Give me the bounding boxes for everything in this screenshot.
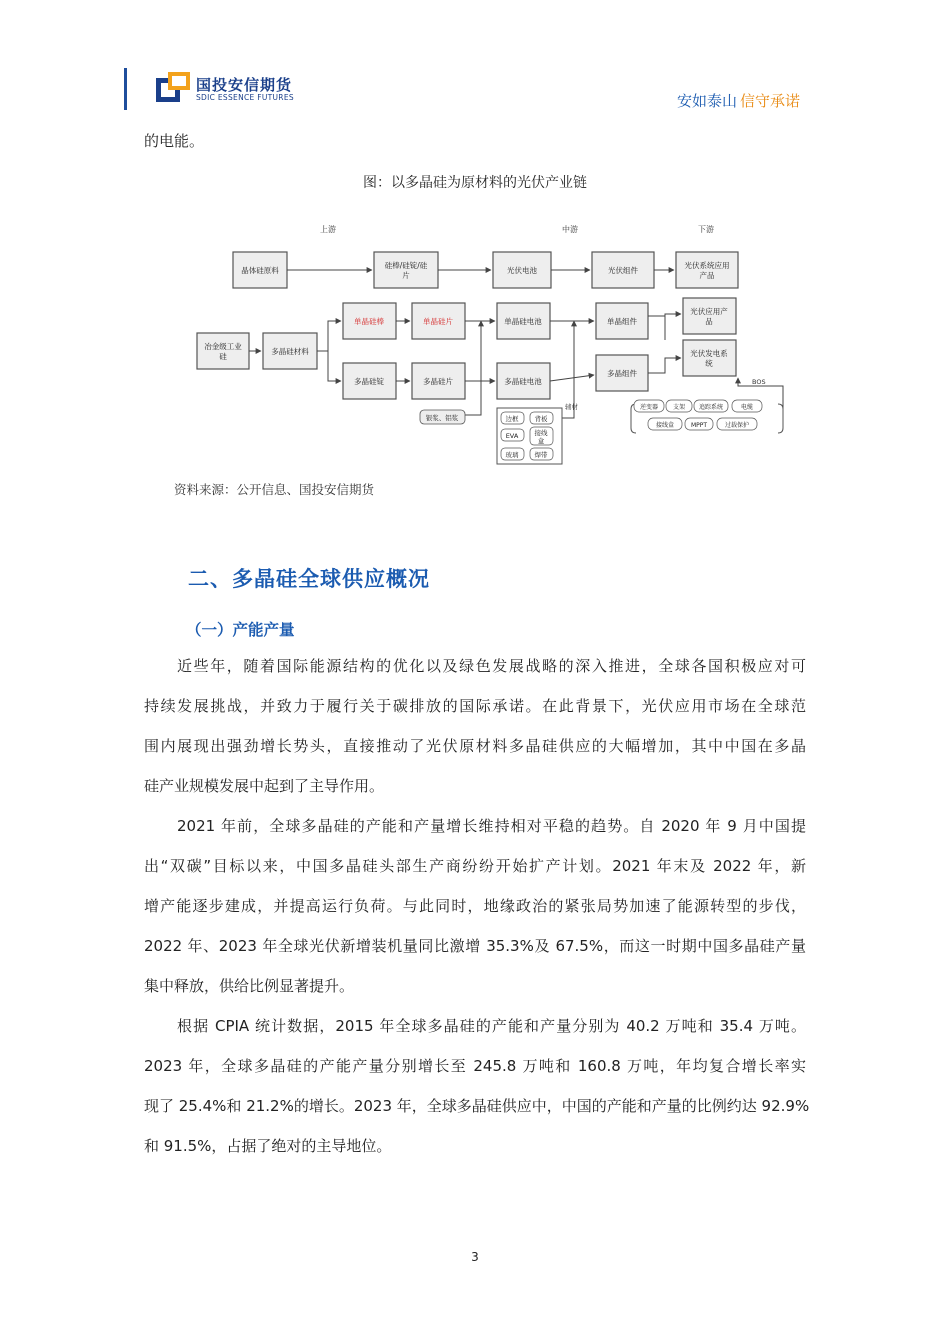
p2-line-5: 集中释放，供给比例显著提升。 [144,977,355,995]
node-metallurgical-silicon [197,333,249,369]
aux-backsheet: 背板 [534,415,548,423]
p1-line-4: 硅产业规模发展中起到了主导作用。 [144,777,385,795]
logo-chinese-name: 国投安信期货 [196,76,293,94]
label-pv-system-1: 光伏系统应用 [684,261,730,270]
p3-line-2: 2023 年，全球多晶硅的产能产量分别增长至 245.8 万吨和 160.8 万吨，年均复合增长率实 [144,1057,806,1075]
label-mono-wafer: 单晶硅片 [423,317,453,326]
bos-inverter: 逆变器 [639,404,659,411]
aux-glass: 玻璃 [505,451,519,459]
bos-overload: 过载保护 [724,422,750,429]
bos-junction-box: 接线盒 [655,422,675,429]
stage-midstream: 中游 [562,225,578,234]
p2-line-1: 2021 年前，全球多晶硅的产能和产量增长维持相对平稳的趋势。自 2020 年 9 月中国提 [177,817,806,835]
aux-eva: EVA [505,432,519,440]
label-poly-ingot: 多晶硅锭 [354,377,384,386]
label-pv-cell: 光伏电池 [507,266,537,275]
label-pv-module: 光伏组件 [608,266,638,275]
label-mono-rod: 单晶硅棒 [354,317,384,326]
label-silver-paste: 银浆、铝浆 [425,414,459,422]
label-silicon-rod-1: 硅棒/硅锭/硅 [384,261,428,270]
logo-english-name: SDIC ESSENCE FUTURES [196,93,294,102]
sdic-logo-icon [156,72,190,102]
label-poly-module: 多晶组件 [607,369,637,378]
page-number: 3 [471,1250,479,1264]
label-bos: BOS [752,378,766,386]
intro-line: 的电能。 [144,132,205,150]
node-silicon-rod-ingot-wafer [374,252,438,288]
label-crystal-silicon-raw: 晶体硅原料 [241,266,279,275]
section-subtitle: （一）产能产量 [186,621,295,639]
label-metallurgical-2: 硅 [219,352,227,361]
slogan-part1: 安如泰山 [677,92,738,110]
header-divider [124,68,127,110]
label-mono-cell: 单晶硅电池 [504,317,542,326]
p2-line-3: 增产能逐步建成，并提高运行负荷。与此同时，地缘政治的紧张局势加速了能源转型的步伐， [144,897,806,915]
aux-junction-2: 盒 [537,437,545,445]
p2-line-2: 出“双碳”目标以来，中国多晶硅头部生产商纷纷开始扩产计划。2021 年末及 2022 年，新 [144,857,806,875]
node-pv-system-product [676,252,738,288]
label-poly-wafer: 多晶硅片 [423,377,453,386]
pv-industry-chain-diagram [190,215,790,470]
section-title: 二、多晶硅全球供应概况 [188,567,430,591]
aux-ribbon: 焊带 [534,451,548,459]
p2-line-4: 2022 年、2023 年全球光伏新增装机量同比激增 35.3%及 67.5%，而这一时期中国多晶硅产量 [144,937,806,955]
bos-tracking: 追踪系统 [698,404,724,411]
p3-line-4: 和 91.5%，占据了绝对的主导地位。 [144,1137,392,1155]
aux-frame: 边框 [505,415,519,423]
bos-bracket: 支架 [672,404,686,411]
p1-line-1: 近些年，随着国际能源结构的优化以及绿色发展战略的深入推进，全球各国积极应对可 [177,657,806,675]
label-silicon-rod-2: 片 [402,271,410,280]
label-pv-power-1: 光伏发电系 [690,349,728,358]
bos-cable: 电缆 [740,404,754,411]
label-pv-system-2: 产品 [699,271,715,280]
label-pv-power-2: 统 [705,359,713,368]
label-poly-cell: 多晶硅电池 [504,377,542,386]
node-pv-application [683,298,736,334]
label-metallurgical-1: 冶金级工业 [204,342,242,351]
figure-source: 资料来源：公开信息、国投安信期货 [174,482,375,497]
node-pv-power-system [683,340,736,376]
figure-caption: 图：以多晶硅为原材料的光伏产业链 [363,175,587,191]
label-aux-materials: 辅材 [565,403,578,411]
label-mono-module: 单晶组件 [607,317,637,326]
aux-junction-1: 接线 [534,429,548,437]
label-pv-application-2: 品 [705,317,713,326]
label-pv-application-1: 光伏应用产 [690,307,728,316]
stage-downstream: 下游 [698,225,714,234]
bos-mppt: MPPT [690,422,708,429]
label-polysilicon-material: 多晶硅材料 [271,347,309,356]
p3-line-1: 根据 CPIA 统计数据，2015 年全球多晶硅的产能和产量分别为 40.2 万吨和 35.4 万吨。 [177,1017,806,1035]
stage-upstream: 上游 [320,225,336,234]
slogan-part2: 信守承诺 [740,92,801,110]
p1-line-2: 持续发展挑战，并致力于履行关于碳排放的国际承诺。在此背景下，光伏应用市场在全球范 [144,697,806,715]
p1-line-3: 围内展现出强劲增长势头，直接推动了光伏原材料多晶硅供应的大幅增加，其中中国在多晶 [144,737,806,755]
p3-line-3: 现了 25.4%和 21.2%的增长。2023 年，全球多晶硅供应中，中国的产能和产量的比例约达 92.9% [144,1097,810,1115]
